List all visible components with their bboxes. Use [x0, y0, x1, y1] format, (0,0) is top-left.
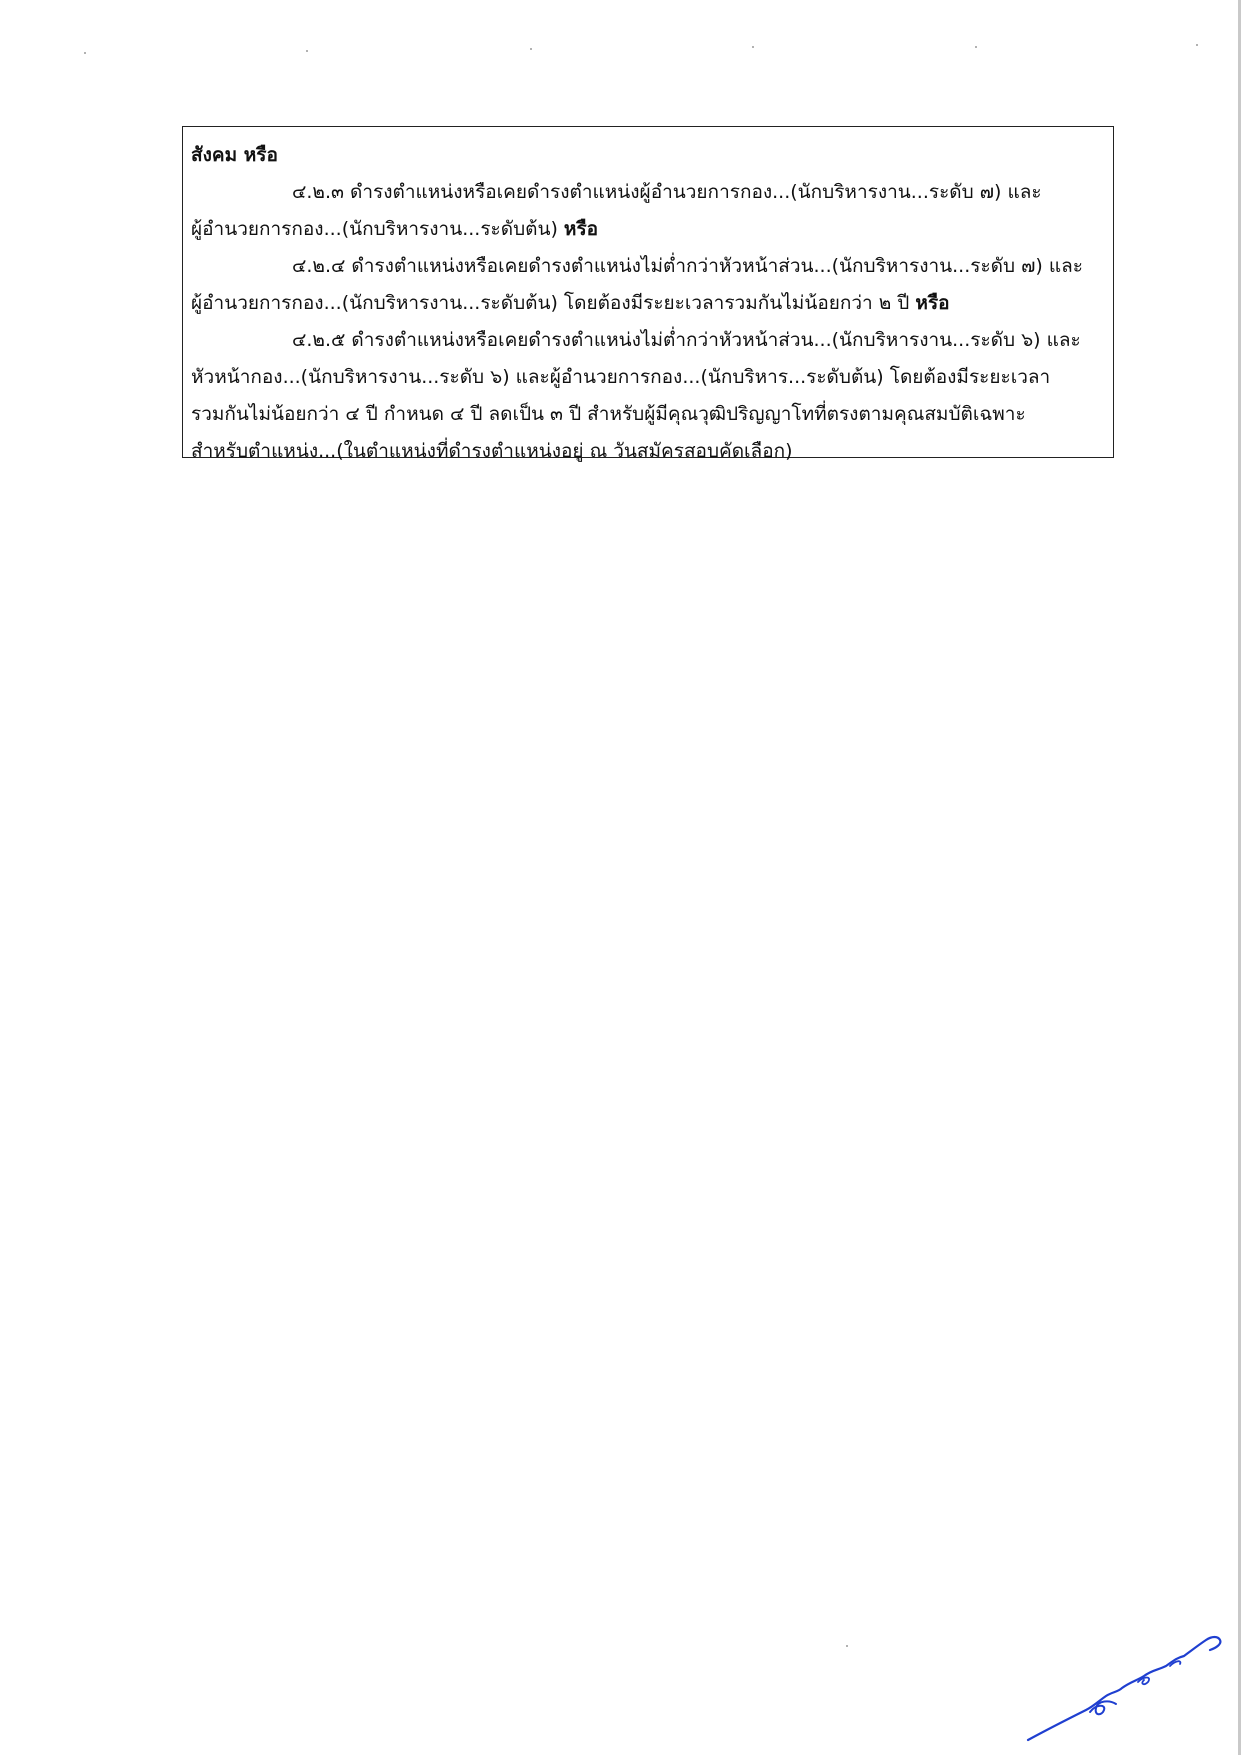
signature-stroke [1090, 1701, 1116, 1714]
signature-stroke [1028, 1637, 1220, 1740]
clause-4-2-4-line-1 [191, 248, 1101, 285]
handwritten-signature [1020, 1600, 1240, 1750]
scan-speck [1196, 44, 1198, 46]
heading-text: สังคม หรือ [191, 144, 278, 166]
scan-speck [530, 48, 532, 50]
clause-4-2-4-line-2 [191, 285, 1101, 322]
clause-4-2-5-line-2 [191, 359, 1101, 396]
clause-text: ผู้อำนวยการกอง...(นักบริหารงาน...ระดับต้น) โดยต้องมีระยะเวลารวมกันไม่น้อยกว่า ๒ ปี [191, 292, 910, 314]
conjunction-or: หรือ [563, 218, 599, 240]
scan-speck [306, 50, 308, 52]
clause-text: สำหรับตำแหน่ง...(ในตำแหน่งที่ดำรงตำแหน่งอยู่ ณ วันสมัครสอบคัดเลือก) [191, 440, 793, 462]
clause-text: ๔.๒.๕ ดำรงตำแหน่งหรือเคยดำรงตำแหน่งไม่ต่ำกว่าหัวหน้าส่วน...(นักบริหารงาน...ระดับ ๖) และ [292, 329, 1081, 351]
scan-speck [846, 1645, 848, 1647]
clause-4-2-5-line-4 [191, 433, 1101, 470]
heading-line [191, 137, 1101, 174]
clause-4-2-5-line-1 [191, 322, 1101, 359]
clause-4-2-5-line-3 [191, 396, 1101, 433]
qualification-text-box [182, 126, 1114, 462]
clause-text: ๔.๒.๔ ดำรงตำแหน่งหรือเคยดำรงตำแหน่งไม่ต่ำกว่าหัวหน้าส่วน...(นักบริหารงาน...ระดับ ๗) และ [292, 255, 1083, 277]
scan-speck [84, 52, 86, 54]
clause-text: ผู้อำนวยการกอง...(นักบริหารงาน...ระดับต้น) [191, 218, 558, 240]
clause-4-2-3-line-1 [191, 174, 1101, 211]
clause-text: รวมกันไม่น้อยกว่า ๔ ปี กำหนด ๔ ปี ลดเป็น ๓ ปี สำหรับผู้มีคุณวุฒิปริญญาโทที่ตรงตามคุณสมบัติเฉพาะ [191, 403, 1026, 425]
conjunction-or: หรือ [915, 292, 950, 314]
clause-text: ๔.๒.๓ ดำรงตำแหน่งหรือเคยดำรงตำแหน่งผู้อำนวยการกอง...(นักบริหารงาน...ระดับ ๗) และ [292, 181, 1042, 203]
scan-speck [752, 46, 754, 48]
clause-text: หัวหน้ากอง...(นักบริหารงาน...ระดับ ๖) และผู้อำนวยการกอง...(นักบริหาร...ระดับต้น) โดยต้องมีระยะเวลา [191, 366, 1051, 388]
clause-4-2-3-line-2 [191, 211, 1101, 248]
scan-speck [975, 46, 977, 48]
